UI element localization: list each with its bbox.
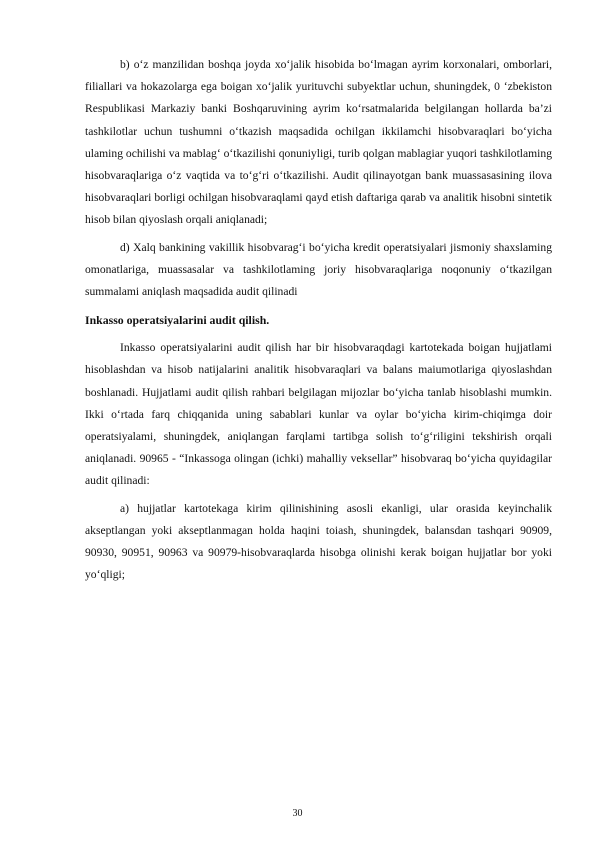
section-heading: Inkasso operatsiyalarini audit qilish.: [85, 313, 270, 328]
body-text: [85, 54, 552, 591]
paragraph-inkasso-intro: Inkasso operatsiyalarini audit qilish har bir hisobvaraqdagi kartotekada boigan hujjatlami hisoblashdan va hisob natijalarini analitik hisobvaraqlari va balans maiumotlariga qiyoslashdan boshlanadi. Hujjatlami audit qilish rahbari belgilagan mijozlar bo‘yicha tanlab hisoblashi mumkin. Ikki o‘rtada farq chiqqanida uning sabablari kunlar va oylar bo‘yicha kirim-chiqimga doir operatsiyalami, shuningdek, aniqlangan farqlami tartibga solish to‘g‘riligini tekshirish orqali aniqlanadi. 90965 - “Inkassoga olingan (ichki) mahalliy veksellar” hisobvaraq bo‘yicha quyidagilar audit qilinadi:: [85, 341, 552, 488]
paragraph-a: a) hujjatlar kartotekaga kirim qilinishining asosli ekanligi, ular orasida keyinchalik akseptlangan yoki akseptlanmagan holda haqini toiash, shuningdek, balansdan tashqari 90909, 90930, 90951, 90963 va 90979-hisobvaraqlarda hisobga olinishi kerak boigan hujjatlar bor yoki yo‘qligi;: [85, 501, 552, 582]
paragraph-b: b) o‘z manzilidan boshqa joyda xo‘jalik hisobida bo‘lmagan ayrim korxonalari, omborlari, filiallari va hokazolarga ega boigan xo‘jalik yurituvchi subyektlar uchun, shuningdek, 0 ‘zbekiston Respublikasi Markaziy banki Boshqaruvining ayrim ko‘rsatmalarida belgilangan hollarda ba’zi tashkilotlar uchun tushumni o‘tkazish maqsadida ochilgan ikkilamchi hisobvaraqlari bo‘yicha ulaming ochilishi va mablag‘ o‘tkazilishi qonuniyligi, turib qolgan mablagiar yuqori tashkilotlaming hisobvaraqlariga o‘z vaqtida va to‘g‘ri o‘tkazilishi. Audit qilinayotgan bank muassasasining ilova hisobvaraqlari borligi ochilgan hisobvaraqlami qayd etish daftariga qarab va analitik hisobni sintetik hisob bilan qiyoslash orqali aniqlanadi;: [85, 58, 552, 227]
page-number: 30: [292, 808, 303, 819]
paragraph-d: d) Xalq bankining vakillik hisobvarag‘i bo‘yicha kredit operatsiyalari jismoniy shaxslaming omonatlariga, muassasalar va tashkilotlaming joriy hisobvaraqlariga noqonuniy o‘tkazilgan summalami aniqlash maqsadida audit qilinadi: [85, 240, 552, 299]
